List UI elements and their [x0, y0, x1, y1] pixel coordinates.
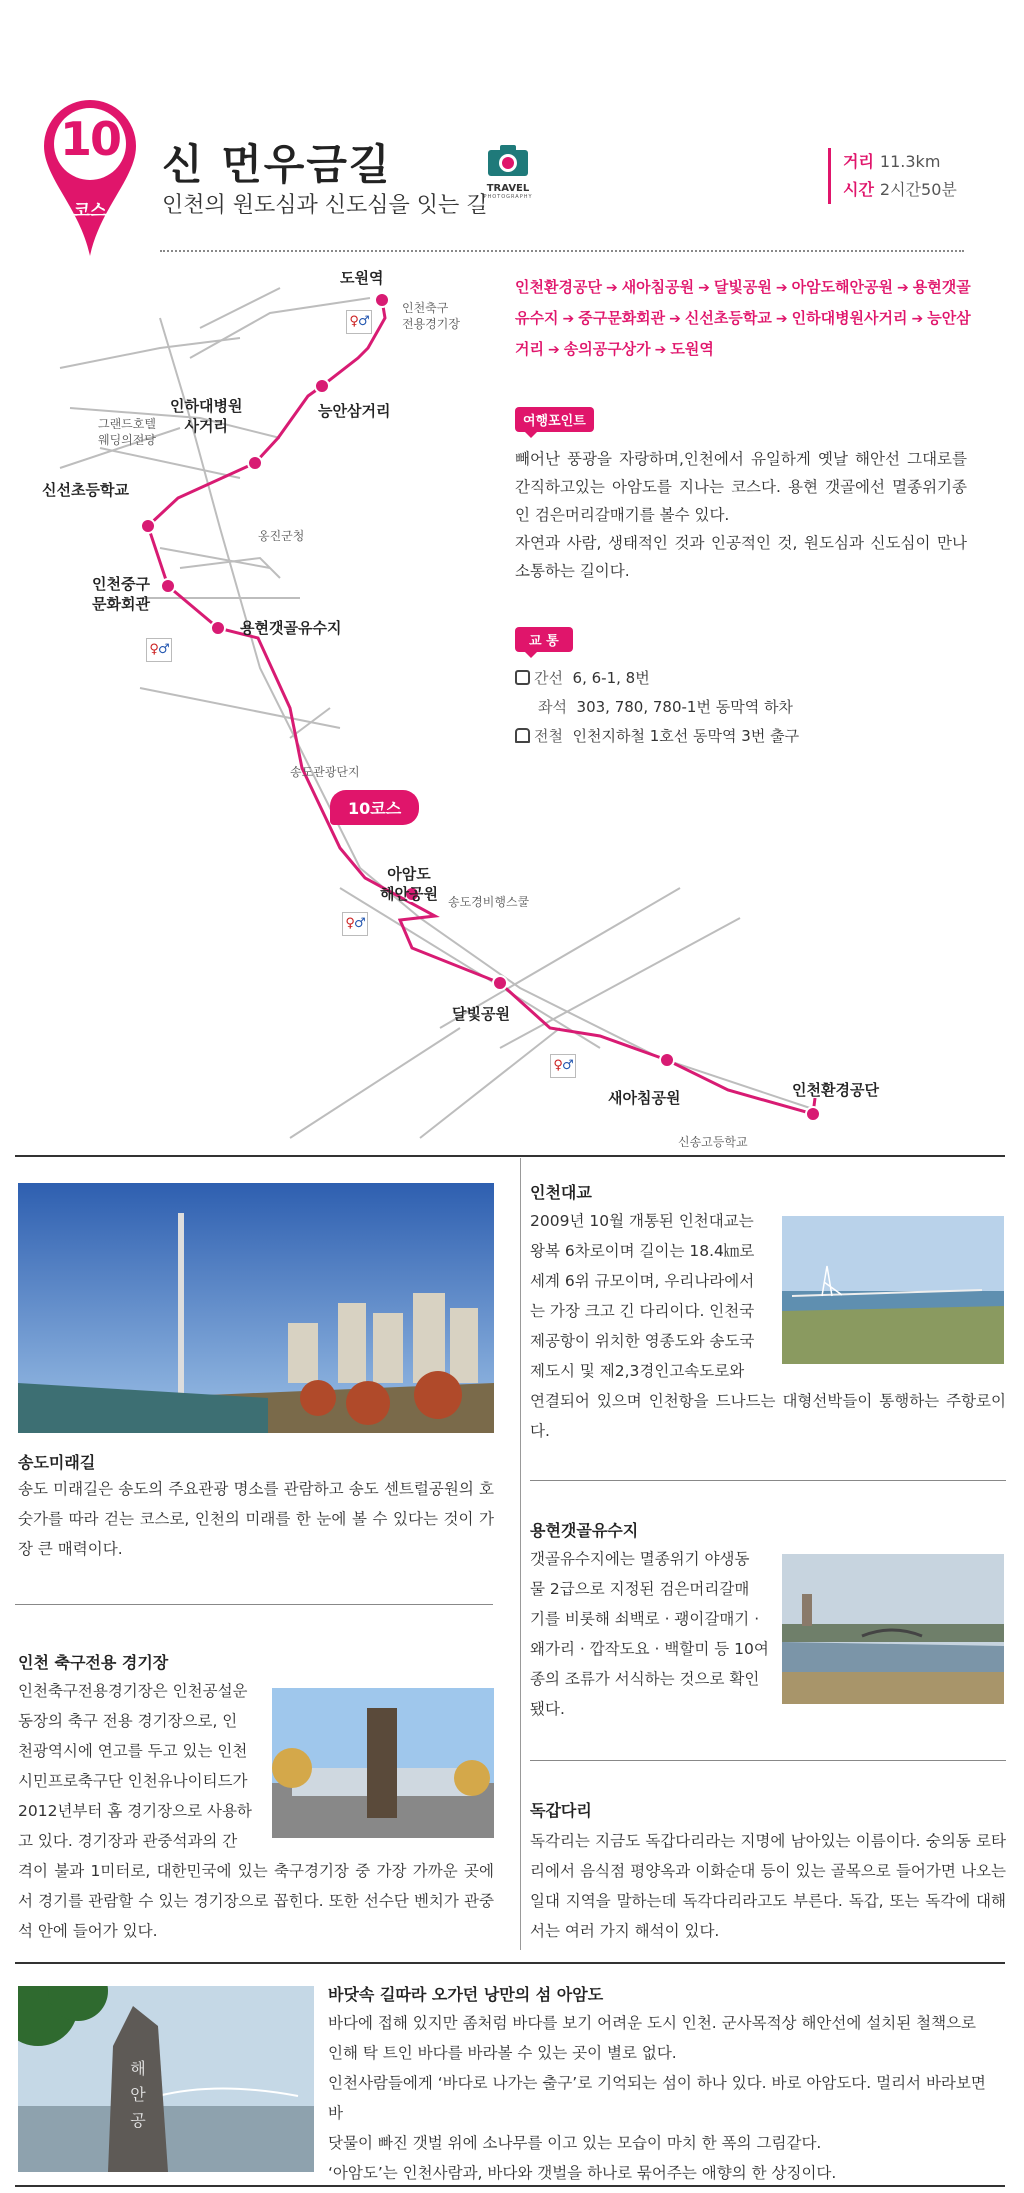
landmark-singsong: 신송고등학교: [678, 1135, 748, 1149]
bridge-title: 인천대교: [530, 1183, 592, 1202]
arrow-right-icon: ➔: [669, 311, 681, 327]
restroom-icon: ♀♂: [146, 638, 172, 662]
arrow-right-icon: ➔: [698, 280, 710, 296]
route-stop: 송의공구상가: [563, 340, 651, 358]
tour-point-line: 자연과 사람, 생태적인 것과 인공적인 것, 원도심과 신도심이 만나 소통하는 길이다.: [515, 534, 967, 580]
landmark-grand: 그랜드호텔 웨딩의전당: [98, 417, 156, 447]
station-dowon: 도원역: [340, 269, 384, 287]
station-yonghyeon: 용현갯골유수지: [240, 619, 342, 637]
songdo-text: 송도 미래길은 송도의 주요관광 명소를 관람하고 송도 센트럴공원의 호숫가를 따라 걷는 코스로, 인천의 미래를 한 눈에 볼 수 있다는 것이 가장 큰 매력이다.: [18, 1480, 494, 1558]
bridge-text-tail: 연결되어 있으며 인천항을 드나드는 대형선박들이 통행하는 주항로이다.: [530, 1392, 1006, 1440]
aamdo-text: [328, 2008, 1004, 2188]
arrow-right-icon: ➔: [775, 280, 788, 296]
yonghyeon-line: 기를 비롯해 쇠백로 · 괭이갈매기 ·: [530, 1610, 760, 1628]
route-summary: [515, 272, 975, 365]
station-saeachim: 새아침공원: [608, 1089, 681, 1107]
subway-label: 전철: [534, 727, 563, 745]
page-title: 신 먼우금길: [162, 140, 392, 189]
bridge-text: [530, 1206, 770, 1386]
stadium-line: 동장의 축구 전용 경기장으로, 인: [18, 1712, 238, 1730]
bus-icon: [515, 670, 530, 685]
aamdo-line: ‘아암도’는 인천사람과, 바다와 갯벌을 하나로 묶어주는 애향의 한 상징이다.: [328, 2164, 837, 2182]
seat-label: 좌석: [538, 698, 567, 716]
page-subtitle: 인천의 원도심과 신도심을 잇는 길: [162, 193, 488, 218]
arrow-right-icon: ➔: [654, 342, 667, 358]
station-inha: 인하대병원 사거리: [170, 397, 243, 435]
route-stop: 아암도해안공원: [791, 278, 894, 296]
aamdo-line: 인천사람들에게 ‘바다로 나가는 출구’로 기억되는 섬이 하나 있다. 바로 아암도다. 멀리서 바라보면 바: [328, 2074, 986, 2122]
time-value: 2시간50분: [879, 180, 957, 199]
course-number: 10: [59, 112, 120, 166]
subway-icon: [515, 728, 530, 743]
stadium-line: 인천축구전용경기장은 인천공설운: [18, 1682, 248, 1700]
section-divider: [15, 1155, 1005, 1157]
station-dalbit: 달빛공원: [452, 1005, 510, 1023]
songdo-photo: [18, 1183, 494, 1433]
stadium-title: 인천 축구전용 경기장: [18, 1653, 169, 1672]
column-divider: [520, 1158, 521, 1950]
arrow-right-icon: ➔: [605, 280, 618, 296]
route-stop: 새아침공원: [621, 278, 695, 296]
transport-info: [515, 664, 799, 751]
station-junggu: 인천중구 문화회관: [92, 575, 150, 613]
stadium-line: 2012년부터 홈 경기장으로 사용하: [18, 1802, 252, 1820]
travel-sub-label: PHOTOGRAPHY: [483, 194, 533, 200]
yonghyeon-line: 종의 조류가 서식하는 것으로 확인: [530, 1670, 760, 1688]
travel-label: TRAVEL: [486, 183, 530, 194]
route-stop: 인천환경공단: [515, 278, 602, 296]
course-pin-marker: [40, 98, 140, 258]
landmark-songdo-tour: 송도관광단지: [290, 765, 360, 779]
station-aamdo: 아암도 해안공원: [380, 865, 438, 903]
landmark-stadium: 인천축구 전용경기장: [402, 301, 460, 331]
route-stop: 능안삼거리: [515, 309, 971, 358]
subway-value: 인천지하철 1호선 동막역 3번 출구: [572, 727, 800, 745]
arrow-right-icon: ➔: [775, 311, 788, 327]
stadium-text-tail: 격이 불과 1미터로, 대한민국에 있는 축구경기장 중 가장 가까운 곳에서 경기를 관람할 수 있는 경기장으로 꼽힌다. 또한 선수단 벤치가 관중석 안에 들어가 있다.: [18, 1862, 494, 1940]
transport-tag: [515, 627, 573, 652]
aamdo-stone-text: 해안공: [130, 2059, 146, 2130]
travel-logo: [482, 143, 534, 203]
tour-point-label: 여행포인트: [515, 407, 594, 432]
bridge-photo: [782, 1216, 1004, 1364]
section-divider: [530, 1760, 1006, 1761]
yonghyeon-title: 용현갯골유수지: [530, 1521, 639, 1540]
aamdo-line: 인해 탁 트인 바다를 바라볼 수 있는 곳이 별로 없다.: [328, 2044, 677, 2062]
tour-point-line: 빼어난 풍광을 자랑하며,인천에서 유일하게 옛날 해안선 그대로를 간직하고있는 아암도를 지나는 코스다. 용현 갯골에선 멸종위기종인 검은머리갈매기를 볼수 있다.: [515, 450, 967, 524]
course-label: 코스: [73, 201, 107, 221]
bridge-line: 왕복 6차로이며 길이는 18.4㎞로: [530, 1242, 755, 1260]
camera-icon: [486, 143, 530, 177]
station-hwangyeong: 인천환경공단: [792, 1081, 879, 1099]
bridge-line: 세계 6위 규모이며, 우리나라에서: [530, 1272, 755, 1290]
songdo-title: 송도미래길: [18, 1453, 96, 1472]
arrow-right-icon: ➔: [547, 342, 560, 358]
course-badge: 10코스: [330, 790, 419, 825]
yonghyeon-line: 됐다.: [530, 1700, 565, 1718]
stadium-text: [18, 1676, 268, 1856]
route-stop: 중구문화회관: [578, 309, 666, 327]
yonghyeon-text: [530, 1544, 780, 1724]
yonghyeon-photo: [782, 1554, 1004, 1704]
arrow-right-icon: ➔: [562, 311, 575, 327]
restroom-icon: ♀♂: [346, 310, 372, 334]
aamdo-line: 바다에 접해 있지만 좀처럼 바다를 보기 어려운 도시 인천. 군사목적상 해안선에 설치된 철책으로: [328, 2014, 977, 2032]
route-stop: 달빛공원: [713, 278, 772, 296]
transport-label: 교 통: [515, 627, 573, 652]
stadium-line: 천광역시에 연고를 두고 있는 인천: [18, 1742, 248, 1760]
bridge-line: 는 가장 크고 긴 다리이다. 인천국: [530, 1302, 755, 1320]
tour-point-tag: [515, 407, 594, 432]
bus-label: 간선: [534, 669, 563, 687]
yonghyeon-line: 물 2급으로 지정된 검은머리갈매: [530, 1580, 750, 1598]
route-stop: 인하대병원사거리: [791, 309, 908, 327]
section-divider: [15, 1962, 1005, 1964]
section-divider: [15, 1604, 493, 1605]
bus-value: 6, 6-1, 8번: [572, 669, 650, 687]
course-info: [828, 148, 957, 204]
arrow-right-icon: ➔: [911, 311, 924, 327]
distance-value: 11.3km: [879, 152, 941, 171]
route-stop: 신선초등학교: [684, 309, 772, 327]
landmark-songdo-golf: 송도경비행스쿨: [448, 895, 530, 909]
section-divider: [530, 1480, 1006, 1481]
header-divider: [160, 250, 964, 252]
station-sinseon: 신선초등학교: [42, 481, 129, 499]
restroom-icon: ♀♂: [342, 912, 368, 936]
seat-value: 303, 780, 780-1번 동막역 하차: [576, 698, 793, 716]
aamdo-line: 닷물이 빠진 갯벌 위에 소나무를 이고 있는 모습이 마치 한 폭의 그림같다.: [328, 2134, 822, 2152]
yonghyeon-line: 왜가리 · 깝작도요 · 백할미 등 10여: [530, 1640, 769, 1658]
aamdo-title: 바닷속 길따라 오가던 낭만의 섬 아암도: [328, 1985, 604, 2004]
dokgap-text: 독각리는 지금도 독갑다리라는 지명에 남아있는 이름이다. 숭의동 로타리에서 음식점 평양옥과 이화순대 등이 있는 골목으로 들어가면 나오는 일대 지역을 말하는데 독각다리라고도 부른다. 독갑, 또는 독각에 대해서는 여러 가지 해석이 있다.: [530, 1832, 1006, 1940]
bridge-line: 2009년 10월 개통된 인천대교는: [530, 1212, 754, 1230]
yonghyeon-line: 갯골유수지에는 멸종위기 야생동: [530, 1550, 750, 1568]
stadium-line: 고 있다. 경기장과 관중석과의 간: [18, 1832, 238, 1850]
restroom-icon: ♀♂: [550, 1054, 576, 1078]
bridge-line: 제공항이 위치한 영종도와 송도국: [530, 1332, 755, 1350]
route-map: [40, 268, 940, 1168]
route-stop: 용현갯골유수지: [515, 278, 971, 327]
distance-label: 거리: [843, 152, 874, 171]
landmark-ongjin: 옹진군청: [258, 529, 305, 543]
aamdo-photo: [18, 1986, 314, 2172]
bridge-line: 제도시 및 제2,3경인고속도로와: [530, 1362, 745, 1380]
tour-point-text: [515, 445, 967, 585]
stadium-photo: [272, 1688, 494, 1838]
time-label: 시간: [843, 180, 874, 199]
dokgap-title: 독갑다리: [530, 1801, 592, 1820]
arrow-right-icon: ➔: [897, 280, 909, 296]
route-stop: 도원역: [670, 340, 714, 358]
stadium-line: 시민프로축구단 인천유나이티드가: [18, 1772, 248, 1790]
station-neungan: 능안삼거리: [318, 402, 391, 420]
